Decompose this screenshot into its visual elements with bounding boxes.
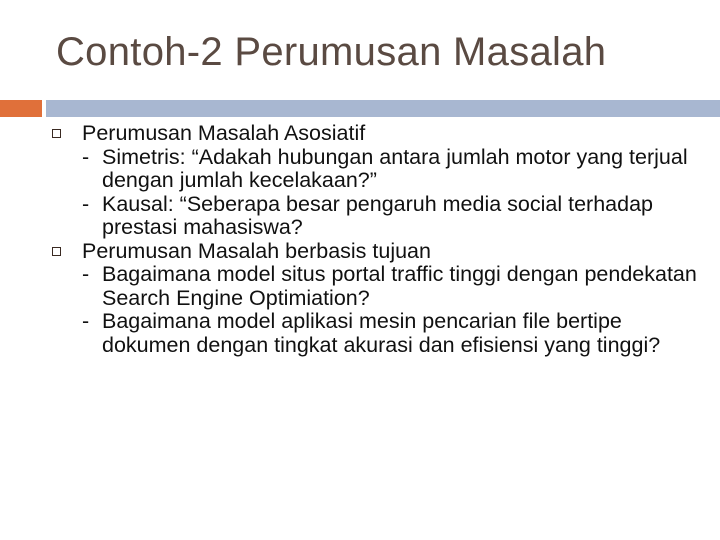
sub-item [82, 193, 712, 240]
bullet-item [52, 122, 712, 240]
dash-marker: - [82, 191, 90, 216]
bullet-text: Perumusan Masalah Asosiatif [82, 121, 366, 145]
sub-item-text: Bagaimana model situs portal traffic tinggi dengan pendekatan Search Engine Optimiation? [102, 262, 697, 310]
bullet-item [52, 240, 712, 358]
dash-marker: - [82, 262, 90, 286]
sub-item-text: Kausal: “Seberapa besar pengaruh media social terhadap prestasi mahasiswa? [102, 191, 654, 239]
title-divider-bar [46, 100, 720, 117]
sub-item [82, 263, 712, 310]
hollow-square-bullet-icon [52, 247, 61, 256]
slide-content [52, 122, 712, 357]
sub-item-text: Simetris: “Adakah hubungan antara jumlah motor yang terjual dengan jumlah kecelakaan?” [102, 144, 688, 192]
dash-marker: - [82, 309, 90, 333]
sub-item-text: Bagaimana model aplikasi mesin pencarian file bertipe dokumen dengan tingkat akurasi dan efisiensi yang tinggi? [102, 309, 661, 357]
sub-item [82, 310, 712, 357]
hollow-square-bullet-icon [52, 129, 61, 138]
slide-title: Contoh-2 Perumusan Masalah [56, 30, 607, 74]
dash-marker: - [82, 144, 90, 169]
title-accent-bar [0, 100, 42, 117]
sub-item [82, 146, 712, 193]
bullet-text: Perumusan Masalah berbasis tujuan [82, 238, 431, 263]
